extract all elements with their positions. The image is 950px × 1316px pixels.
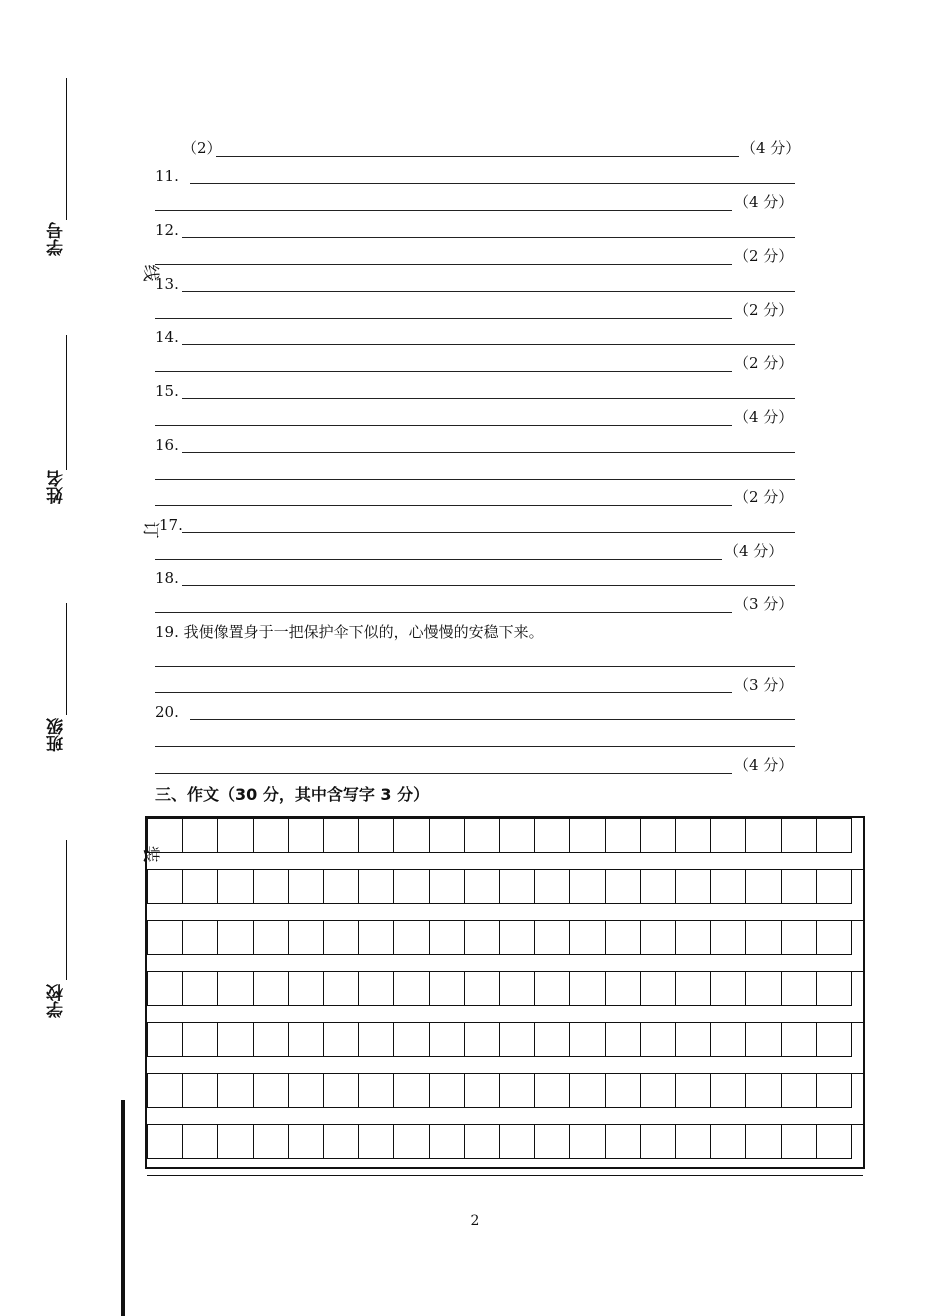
grid-cell[interactable] — [253, 818, 289, 853]
grid-cell[interactable] — [781, 1022, 817, 1057]
q14-score: （2 分） — [734, 354, 794, 372]
answer-line[interactable] — [155, 666, 795, 667]
answer-line[interactable] — [182, 291, 795, 292]
answer-line[interactable] — [155, 210, 732, 211]
grid-cell[interactable] — [288, 869, 324, 904]
q15-score: （4 分） — [734, 408, 794, 426]
q19-score: （3 分） — [734, 676, 794, 694]
grid-cell[interactable] — [147, 920, 183, 955]
grid-cell[interactable] — [745, 1124, 781, 1159]
answer-line[interactable] — [155, 425, 732, 426]
q18-label: 18. — [155, 569, 179, 587]
grid-cell[interactable] — [569, 869, 605, 904]
grid-cell[interactable] — [499, 818, 535, 853]
q13-label: 13. — [155, 275, 179, 293]
q20-label: 20. — [155, 703, 179, 721]
grid-cell[interactable] — [499, 869, 535, 904]
answer-line[interactable] — [155, 318, 732, 319]
school-line — [66, 840, 67, 980]
grid-cell[interactable] — [182, 869, 218, 904]
grid-cell[interactable] — [569, 1073, 605, 1108]
grid-cell[interactable] — [147, 971, 183, 1006]
grid-cell[interactable] — [147, 818, 183, 853]
grid-cell[interactable] — [323, 920, 359, 955]
grid-cell[interactable] — [499, 1124, 535, 1159]
grid-cell[interactable] — [745, 1073, 781, 1108]
grid-cell[interactable] — [816, 869, 852, 904]
grid-cell[interactable] — [464, 1073, 500, 1108]
grid-cell[interactable] — [675, 869, 711, 904]
grid-cell[interactable] — [323, 818, 359, 853]
grid-cell[interactable] — [217, 869, 253, 904]
grid-cell[interactable] — [710, 869, 746, 904]
grid-cell[interactable] — [358, 1073, 394, 1108]
grid-cell[interactable] — [534, 818, 570, 853]
grid-cell[interactable] — [288, 920, 324, 955]
grid-cell[interactable] — [253, 1022, 289, 1057]
answer-line[interactable] — [155, 692, 732, 693]
q12-label: 12. — [155, 221, 179, 239]
binding-ding-char: 订 — [140, 521, 160, 539]
grid-cell[interactable] — [429, 1022, 465, 1057]
q19-label: 19. 我便像置身于一把保护伞下似的，心慢慢的安稳下来。 — [155, 623, 544, 641]
grid-cell[interactable] — [393, 1073, 429, 1108]
answer-line[interactable] — [182, 398, 795, 399]
grid-cell[interactable] — [534, 869, 570, 904]
grid-cell[interactable] — [393, 869, 429, 904]
grid-cell[interactable] — [781, 1073, 817, 1108]
grid-cell[interactable] — [217, 1022, 253, 1057]
grid-cell[interactable] — [182, 818, 218, 853]
grid-cell[interactable] — [323, 1124, 359, 1159]
grid-cell[interactable] — [358, 818, 394, 853]
grid-cell[interactable] — [429, 1124, 465, 1159]
answer-line[interactable] — [182, 532, 795, 533]
grid-cell[interactable] — [253, 920, 289, 955]
grid-cell[interactable] — [464, 1022, 500, 1057]
grid-cell[interactable] — [605, 971, 641, 1006]
grid-cell[interactable] — [288, 1124, 324, 1159]
grid-cell[interactable] — [745, 869, 781, 904]
grid-cell[interactable] — [499, 1073, 535, 1108]
grid-cell[interactable] — [358, 869, 394, 904]
grid-cell[interactable] — [710, 1022, 746, 1057]
grid-cell[interactable] — [253, 971, 289, 1006]
answer-line[interactable] — [216, 156, 739, 157]
answer-line[interactable] — [155, 559, 722, 560]
grid-cell[interactable] — [640, 1073, 676, 1108]
q10-part2-label: （2） — [182, 139, 222, 157]
answer-line[interactable] — [182, 585, 795, 586]
grid-cell[interactable] — [745, 1022, 781, 1057]
grid-cell[interactable] — [393, 1022, 429, 1057]
grid-cell[interactable] — [640, 818, 676, 853]
grid-cell[interactable] — [217, 920, 253, 955]
grid-cell[interactable] — [675, 1022, 711, 1057]
grid-cell[interactable] — [429, 920, 465, 955]
grid-cell[interactable] — [288, 1073, 324, 1108]
grid-cell[interactable] — [675, 1124, 711, 1159]
grid-cell[interactable] — [640, 869, 676, 904]
q17-label: 17. — [159, 516, 183, 534]
grid-cell[interactable] — [710, 971, 746, 1006]
grid-cell[interactable] — [781, 971, 817, 1006]
grid-cell[interactable] — [358, 971, 394, 1006]
grid-cell[interactable] — [781, 1124, 817, 1159]
grid-cell[interactable] — [288, 1022, 324, 1057]
grid-cell[interactable] — [710, 1073, 746, 1108]
q18-score: （3 分） — [734, 595, 794, 613]
grid-cell[interactable] — [816, 1124, 852, 1159]
grid-cell[interactable] — [217, 971, 253, 1006]
grid-cell[interactable] — [323, 1022, 359, 1057]
grid-cell[interactable] — [393, 1124, 429, 1159]
grid-cell[interactable] — [358, 1124, 394, 1159]
grid-cell[interactable] — [781, 818, 817, 853]
grid-cell[interactable] — [358, 920, 394, 955]
grid-cell[interactable] — [147, 1022, 183, 1057]
grid-cell[interactable] — [534, 971, 570, 1006]
grid-cell[interactable] — [323, 971, 359, 1006]
grid-cell[interactable] — [464, 920, 500, 955]
grid-cell[interactable] — [429, 971, 465, 1006]
q15-label: 15. — [155, 382, 179, 400]
grid-cell[interactable] — [288, 971, 324, 1006]
q11-score: （4 分） — [734, 193, 794, 211]
grid-cell[interactable] — [745, 818, 781, 853]
class-line — [66, 603, 67, 715]
q16-label: 16. — [155, 436, 179, 454]
grid-cell[interactable] — [710, 818, 746, 853]
binding-bar — [121, 1100, 125, 1316]
q13-score: （2 分） — [734, 301, 794, 319]
grid-cell[interactable] — [605, 920, 641, 955]
grid-cell[interactable] — [147, 1124, 183, 1159]
answer-line[interactable] — [190, 183, 795, 184]
grid-cell[interactable] — [605, 818, 641, 853]
grid-cell[interactable] — [253, 1124, 289, 1159]
grid-cell[interactable] — [534, 1124, 570, 1159]
grid-cell[interactable] — [569, 1124, 605, 1159]
grid-cell[interactable] — [147, 1073, 183, 1108]
grid-cell[interactable] — [605, 869, 641, 904]
grid-cell[interactable] — [217, 1073, 253, 1108]
grid-cell[interactable] — [429, 818, 465, 853]
grid-cell[interactable] — [745, 971, 781, 1006]
grid-cell[interactable] — [640, 1124, 676, 1159]
grid-cell[interactable] — [781, 869, 817, 904]
q20-score: （4 分） — [734, 756, 794, 774]
grid-cell[interactable] — [182, 1073, 218, 1108]
grid-cell[interactable] — [640, 971, 676, 1006]
grid-cell[interactable] — [147, 869, 183, 904]
grid-cell[interactable] — [217, 818, 253, 853]
grid-cell[interactable] — [675, 920, 711, 955]
grid-cell[interactable] — [393, 920, 429, 955]
answer-line[interactable] — [155, 479, 795, 480]
grid-cell[interactable] — [816, 1073, 852, 1108]
grid-cell[interactable] — [745, 920, 781, 955]
grid-cell[interactable] — [605, 1124, 641, 1159]
grid-cell[interactable] — [217, 1124, 253, 1159]
answer-line[interactable] — [182, 344, 795, 345]
q14-label: 14. — [155, 328, 179, 346]
composition-heading: 三、作文（30 分，其中含写字 3 分） — [155, 785, 430, 804]
grid-cell[interactable] — [816, 971, 852, 1006]
grid-cell[interactable] — [323, 1073, 359, 1108]
grid-cell[interactable] — [534, 1022, 570, 1057]
grid-cell[interactable] — [393, 818, 429, 853]
grid-row-separator — [147, 1175, 863, 1176]
page-number: 2 — [470, 1213, 480, 1229]
grid-cell[interactable] — [605, 1022, 641, 1057]
binding-line-char: 线 — [140, 264, 160, 282]
answer-line[interactable] — [182, 237, 795, 238]
grid-cell[interactable] — [675, 971, 711, 1006]
grid-cell[interactable] — [710, 920, 746, 955]
grid-cell[interactable] — [253, 1073, 289, 1108]
q16-score: （2 分） — [734, 488, 794, 506]
name-label: 姓名 — [47, 470, 67, 504]
grid-cell[interactable] — [816, 920, 852, 955]
grid-cell[interactable] — [675, 818, 711, 853]
grid-cell[interactable] — [781, 920, 817, 955]
q10-part2-score: （4 分） — [741, 139, 801, 157]
grid-cell[interactable] — [182, 1022, 218, 1057]
grid-cell[interactable] — [569, 1022, 605, 1057]
grid-cell[interactable] — [640, 920, 676, 955]
student-id-label: 学号 — [47, 222, 67, 256]
grid-cell[interactable] — [499, 971, 535, 1006]
grid-cell[interactable] — [569, 920, 605, 955]
student-id-line — [66, 78, 67, 220]
binding-zhuang-char: 装 — [140, 845, 160, 863]
grid-cell[interactable] — [323, 869, 359, 904]
grid-cell[interactable] — [464, 869, 500, 904]
grid-cell[interactable] — [464, 971, 500, 1006]
grid-cell[interactable] — [429, 1073, 465, 1108]
grid-cell[interactable] — [358, 1022, 394, 1057]
answer-line[interactable] — [190, 719, 795, 720]
answer-line[interactable] — [155, 505, 732, 506]
grid-cell[interactable] — [816, 818, 852, 853]
answer-line[interactable] — [155, 264, 732, 265]
school-label: 学校 — [47, 984, 67, 1018]
answer-line[interactable] — [155, 773, 732, 774]
grid-cell[interactable] — [534, 1073, 570, 1108]
class-label: 班级 — [47, 718, 67, 752]
answer-line[interactable] — [155, 746, 795, 747]
grid-cell[interactable] — [182, 920, 218, 955]
answer-line[interactable] — [155, 612, 732, 613]
grid-cell[interactable] — [393, 971, 429, 1006]
name-line — [66, 335, 67, 470]
grid-cell[interactable] — [675, 1073, 711, 1108]
q11-label: 11. — [155, 167, 179, 185]
q17-score: （4 分） — [724, 542, 784, 560]
answer-line[interactable] — [182, 452, 795, 453]
grid-cell[interactable] — [569, 818, 605, 853]
grid-cell[interactable] — [710, 1124, 746, 1159]
grid-cell[interactable] — [464, 1124, 500, 1159]
grid-cell[interactable] — [182, 971, 218, 1006]
grid-cell[interactable] — [429, 869, 465, 904]
grid-cell[interactable] — [605, 1073, 641, 1108]
composition-grid[interactable] — [145, 816, 865, 1169]
grid-cell[interactable] — [499, 920, 535, 955]
grid-cell[interactable] — [816, 1022, 852, 1057]
grid-cell[interactable] — [182, 1124, 218, 1159]
grid-cell[interactable] — [288, 818, 324, 853]
answer-line[interactable] — [155, 371, 732, 372]
grid-cell[interactable] — [569, 971, 605, 1006]
grid-cell[interactable] — [464, 818, 500, 853]
grid-cell[interactable] — [253, 869, 289, 904]
grid-cell[interactable] — [640, 1022, 676, 1057]
grid-cell[interactable] — [499, 1022, 535, 1057]
grid-cell[interactable] — [534, 920, 570, 955]
q12-score: （2 分） — [734, 247, 794, 265]
